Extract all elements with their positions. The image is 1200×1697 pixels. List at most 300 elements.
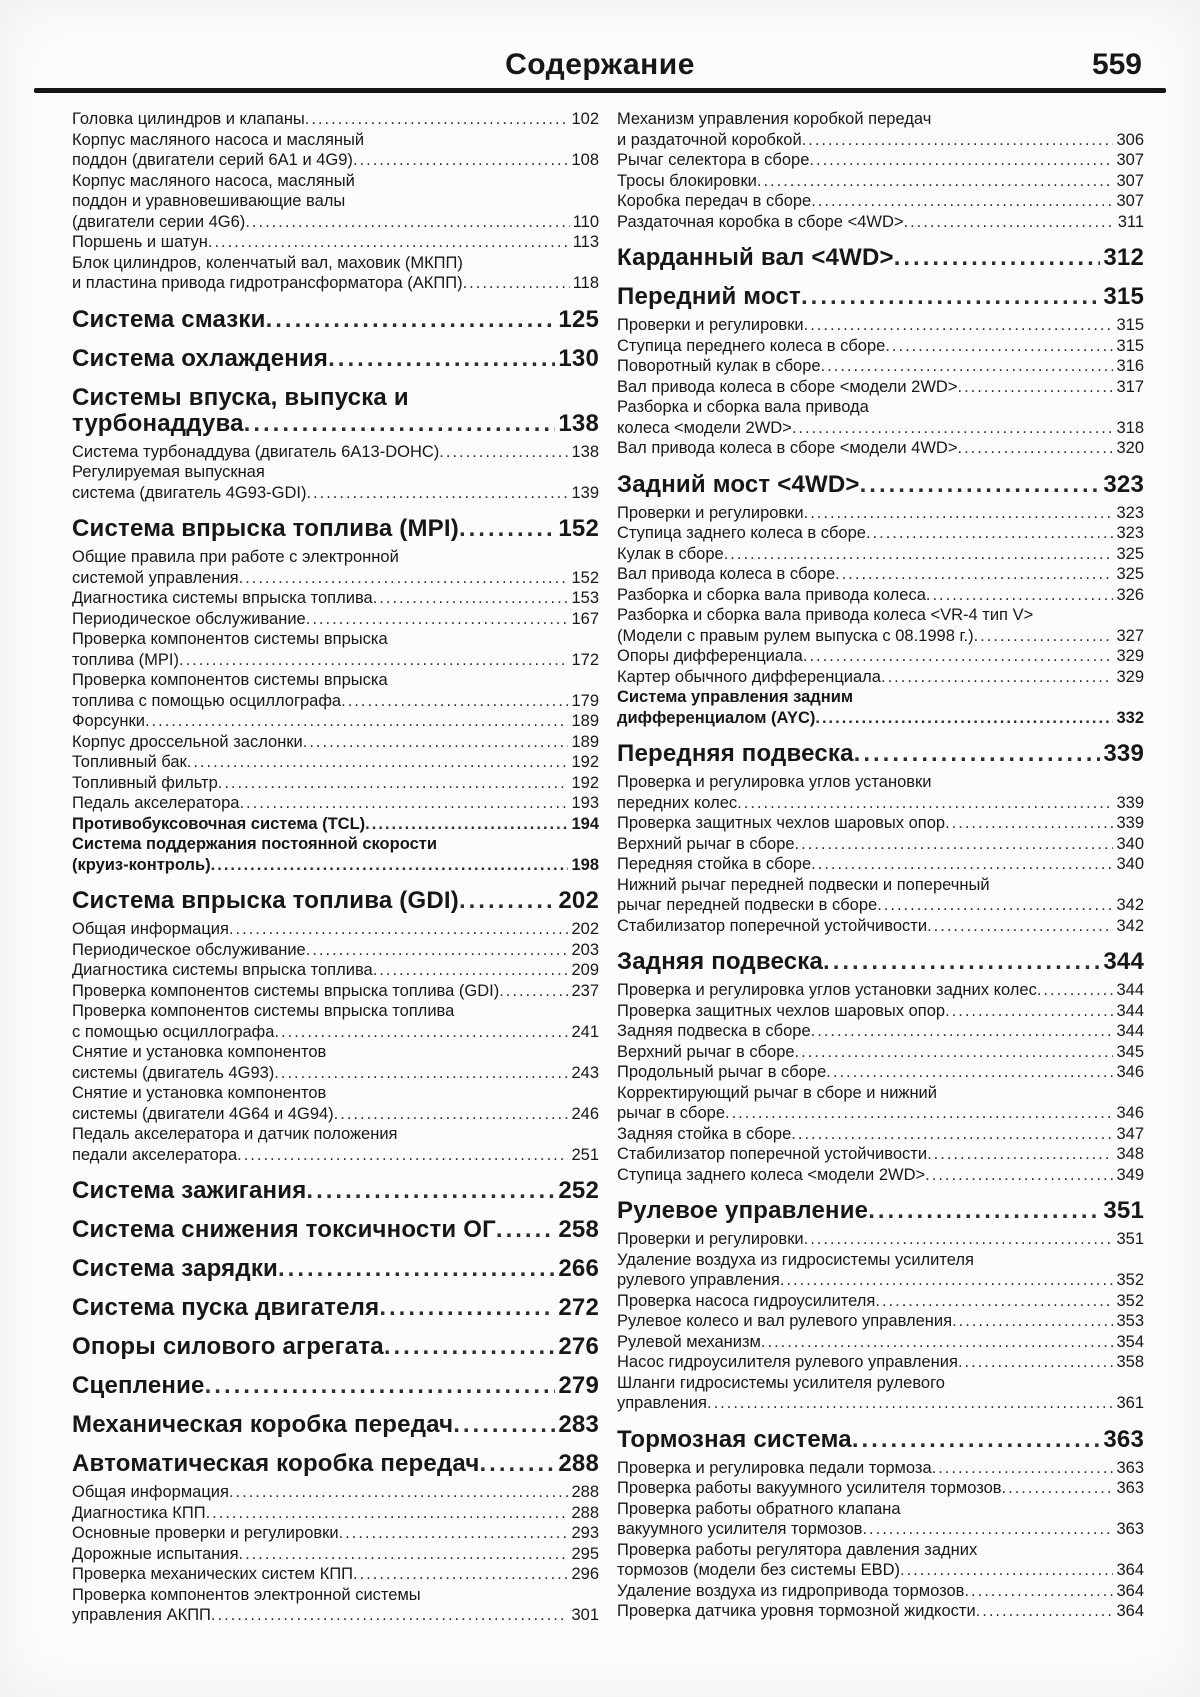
dot-leader — [952, 1311, 1113, 1332]
toc-entry — [72, 1178, 599, 1204]
toc-entry — [72, 1124, 599, 1165]
entry-title: Кулак в сборе — [617, 544, 724, 563]
dot-leader — [757, 171, 1114, 192]
dot-leader — [306, 609, 569, 630]
toc-entry — [72, 1412, 599, 1438]
dot-leader — [803, 646, 1114, 667]
toc-entry — [72, 888, 599, 914]
dot-leader — [179, 650, 568, 671]
dot-leader — [239, 793, 568, 814]
entry-page-number: 344 — [1116, 1022, 1144, 1040]
entry-page-number: 266 — [558, 1255, 599, 1282]
dot-leader — [791, 1124, 1113, 1145]
entry-page-number: 202 — [571, 920, 599, 938]
dot-leader — [860, 472, 1101, 498]
entry-page-number: 288 — [558, 1450, 599, 1477]
toc-entry — [72, 1523, 599, 1544]
toc-entry — [72, 547, 599, 588]
dot-leader — [373, 960, 569, 981]
entry-page-number: 110 — [572, 212, 599, 231]
entry-page-number: 293 — [571, 1524, 599, 1542]
entry-title: Периодическое обслуживание — [72, 940, 306, 959]
entry-title: Система турбонаддува (двигатель 6А13-DOHC) — [72, 442, 440, 461]
entry-title: поддон (двигатели серий 6А1 и 4G9) — [72, 151, 353, 169]
dot-leader — [894, 245, 1101, 271]
toc-entry — [617, 646, 1144, 667]
entry-title: тормозов (модели без системы EBD) — [617, 1561, 901, 1579]
entry-title: Поршень и шатун — [72, 233, 208, 251]
entry-page-number: 192 — [571, 773, 599, 792]
toc-entry — [617, 813, 1144, 834]
dot-leader — [328, 346, 555, 372]
toc-entry — [617, 472, 1144, 498]
toc-entry — [72, 232, 599, 253]
toc-entry — [617, 150, 1144, 171]
page-number: 559 — [1091, 48, 1142, 81]
entry-title: Задняя подвеска — [617, 948, 824, 975]
toc-entry — [72, 752, 599, 773]
toc-entry — [617, 667, 1144, 688]
dot-leader — [801, 284, 1100, 310]
entry-title: Проверка механических систем КПП — [72, 1565, 354, 1583]
entry-title: и раздаточной коробкой — [617, 130, 802, 149]
toc-entry — [72, 919, 599, 940]
entry-title: Стабилизатор поперечной устойчивости — [617, 1145, 928, 1163]
dot-leader — [976, 1601, 1114, 1622]
toc-entry — [617, 741, 1144, 767]
toc-entry — [617, 109, 1144, 150]
dot-leader — [353, 1564, 568, 1585]
entry-title: Система зажигания — [72, 1177, 307, 1204]
entry-title: Проверка работы вакуумного усилителя тормозов — [617, 1479, 1002, 1497]
entry-title: (двигатели серии 4G6) — [72, 212, 246, 231]
dot-leader — [239, 1544, 569, 1565]
dot-leader — [237, 1145, 568, 1166]
toc-entry — [617, 1581, 1144, 1602]
entry-title: Карданный вал <4WD> — [617, 244, 894, 271]
entry-page-number: 349 — [1116, 1165, 1144, 1184]
dot-leader — [187, 752, 569, 773]
entry-title: Система впрыска топлива (MPI) — [72, 515, 459, 542]
entry-title: Автоматическая коробка передач — [72, 1450, 480, 1477]
toc-entry — [72, 109, 599, 130]
toc-entry — [72, 1083, 599, 1124]
toc-entry — [72, 670, 599, 711]
dot-leader — [866, 523, 1114, 544]
toc-entry — [617, 1540, 1144, 1581]
dot-leader — [1002, 1478, 1114, 1499]
entry-page-number: 276 — [558, 1333, 599, 1360]
dot-leader — [927, 1144, 1113, 1165]
entry-title: Удаление воздуха из гидропривода тормозов — [617, 1581, 965, 1600]
entry-title: Проверка работы регулятора давления задних — [617, 1540, 978, 1559]
entry-title: управления АКПП — [72, 1606, 211, 1624]
entry-title: (круиз-контроль) — [72, 855, 211, 874]
entry-title: Проверка защитных чехлов шаровых опор — [617, 1001, 946, 1020]
toc-entry — [617, 1062, 1144, 1083]
entry-title: Опоры силового агрегата — [72, 1333, 384, 1360]
dot-leader — [239, 568, 569, 589]
entry-title: Вал привода колеса в сборе <модели 4WD> — [617, 439, 958, 457]
entry-title: Периодическое обслуживание — [72, 609, 306, 628]
entry-title: Топливный фильтр — [72, 773, 218, 792]
entry-title: Общая информация — [72, 920, 229, 938]
entry-title: Коробка передач в сборе — [617, 192, 812, 210]
entry-title: Проверка защитных чехлов шаровых опор — [617, 814, 946, 832]
entry-page-number: 288 — [571, 1483, 599, 1501]
entry-page-number: 318 — [1116, 418, 1144, 437]
entry-title: Продольный рычаг в сборе — [617, 1063, 827, 1081]
dot-leader — [852, 1427, 1101, 1453]
entry-title: Рулевое управление — [617, 1197, 869, 1224]
toc-entry — [617, 1042, 1144, 1063]
entry-title: Система зарядки — [72, 1255, 278, 1282]
entry-title: системы (двигатель 4G93) — [72, 1063, 275, 1082]
entry-page-number: 130 — [558, 344, 599, 372]
entry-title: Снятие и установка компонентов — [72, 1043, 327, 1061]
entry-page-number: 243 — [571, 1063, 599, 1082]
dot-leader — [499, 981, 568, 1002]
entry-title: Проверка компонентов системы впрыска — [72, 671, 388, 689]
entry-title: Нижний рычаг передней подвески и поперечный — [617, 875, 990, 894]
entry-title: педали акселератора — [72, 1145, 238, 1164]
entry-page-number: 339 — [1116, 814, 1144, 832]
toc-entry — [72, 960, 599, 981]
entry-page-number: 102 — [571, 110, 599, 128]
page-header — [0, 0, 1200, 88]
entry-title: Задняя стойка в сборе — [617, 1124, 792, 1143]
entry-title: Насос гидроусилителя рулевого управления — [617, 1353, 958, 1371]
toc-entry — [617, 171, 1144, 192]
toc-entry — [617, 916, 1144, 937]
toc-entry — [617, 1373, 1144, 1414]
entry-title: Система управления задним — [617, 688, 854, 706]
entry-page-number: 354 — [1116, 1332, 1144, 1351]
toc-entry — [617, 1165, 1144, 1186]
entry-title: Проверки и регулировки — [617, 1230, 804, 1248]
dot-leader — [725, 1103, 1113, 1124]
toc-entry — [72, 814, 599, 835]
dot-leader — [885, 336, 1113, 357]
entry-title: колеса <модели 2WD> — [617, 418, 792, 437]
entry-title: Тормозная система — [617, 1425, 852, 1453]
entry-page-number: 327 — [1116, 626, 1144, 645]
dot-leader — [496, 1217, 555, 1243]
toc-entry — [72, 793, 599, 814]
toc-entry — [617, 1332, 1144, 1353]
toc-entry — [617, 834, 1144, 855]
entry-title: Система пуска двигателя — [72, 1294, 380, 1321]
entry-page-number: 153 — [571, 589, 599, 607]
entry-title: Проверка и регулировка углов установки — [617, 773, 932, 791]
entry-title: Стабилизатор поперечной устойчивости — [617, 916, 928, 935]
dot-leader — [881, 667, 1113, 688]
dot-leader — [795, 1042, 1114, 1063]
dot-leader — [945, 1001, 1113, 1022]
entry-title: Верхний рычаг в сборе — [617, 1042, 795, 1061]
entry-title: Общие правила при работе с электронной — [72, 548, 399, 566]
dot-leader — [854, 741, 1101, 767]
dot-leader — [274, 1022, 568, 1043]
entry-page-number: 323 — [1103, 470, 1144, 498]
entry-title: Система поддержания постоянной скорости — [72, 835, 437, 853]
entry-title: Общая информация — [72, 1483, 229, 1501]
toc-entry — [72, 1373, 599, 1399]
toc-entry — [617, 503, 1144, 524]
entry-page-number: 193 — [571, 794, 599, 812]
dot-leader — [211, 1605, 569, 1626]
toc-entry — [72, 1295, 599, 1321]
dot-leader — [925, 1165, 1113, 1186]
entry-title: Проверка насоса гидроусилителя — [617, 1291, 876, 1310]
entry-title: Разборка и сборка вала привода колеса — [617, 585, 926, 604]
entry-page-number: 361 — [1116, 1394, 1144, 1412]
entry-page-number: 358 — [1116, 1353, 1144, 1371]
entry-page-number: 352 — [1116, 1271, 1144, 1289]
entry-page-number: 344 — [1116, 1001, 1144, 1020]
toc-entry — [72, 773, 599, 794]
dot-leader — [208, 232, 570, 253]
entry-title: Система смазки — [72, 305, 266, 333]
dot-leader — [792, 418, 1114, 439]
toc-entry — [72, 1564, 599, 1585]
entry-page-number: 363 — [1103, 1425, 1144, 1453]
toc-entry — [72, 834, 599, 875]
toc-entry — [72, 940, 599, 961]
dot-leader — [479, 1451, 555, 1477]
dot-leader — [811, 854, 1113, 875]
toc-entry — [72, 609, 599, 630]
entry-page-number: 342 — [1116, 896, 1144, 914]
dot-leader — [306, 940, 569, 961]
toc-entry — [617, 523, 1144, 544]
toc-entry — [72, 1217, 599, 1243]
entry-title: Рычаг селектора в сборе — [617, 151, 810, 169]
entry-page-number: 108 — [571, 151, 599, 169]
entry-title: Разборка и сборка вала привода колеса <VR-4 тип V> — [617, 606, 1034, 624]
toc-entry — [617, 397, 1144, 438]
dot-leader — [877, 895, 1113, 916]
entry-page-number: 323 — [1116, 503, 1144, 522]
entry-title: Противобуксовочная система (TCL) — [72, 814, 366, 833]
entry-title: Верхний рычаг в сборе — [617, 834, 795, 853]
entry-title: Регулируемая выпускная — [72, 463, 265, 481]
entry-page-number: 364 — [1116, 1581, 1144, 1600]
toc-entry — [72, 1544, 599, 1565]
toc-entry — [72, 732, 599, 753]
entry-title: Корректирующий рычаг в сборе и нижний — [617, 1083, 937, 1102]
entry-title: Механизм управления коробкой передач — [617, 110, 932, 128]
entry-title: рычаг в сборе — [617, 1104, 725, 1122]
entry-title: Передний мост — [617, 283, 801, 310]
dot-leader — [835, 564, 1113, 585]
entry-page-number: 246 — [571, 1104, 599, 1123]
entry-title: Удаление воздуха из гидросистемы усилителя — [617, 1250, 974, 1269]
entry-page-number: 347 — [1116, 1124, 1144, 1143]
entry-title: турбонаддува — [72, 409, 244, 437]
dot-leader — [964, 1581, 1113, 1602]
entry-title: Рулевой механизм — [617, 1332, 761, 1351]
entry-title: управления — [617, 1394, 707, 1412]
dot-leader — [875, 1291, 1113, 1312]
entry-title: система (двигатель 4G93-GDI) — [72, 483, 307, 502]
entry-title: с помощью осциллографа — [72, 1022, 275, 1041]
entry-page-number: 312 — [1103, 244, 1144, 271]
toc-entry — [617, 605, 1144, 646]
entry-title: Диагностика системы впрыска топлива — [72, 589, 373, 607]
entry-title: Шланги гидросистемы усилителя рулевого — [617, 1373, 945, 1392]
toc-entry — [617, 1601, 1144, 1622]
entry-page-number: 325 — [1116, 544, 1144, 563]
toc-entry — [72, 1451, 599, 1477]
toc-entry — [617, 336, 1144, 357]
entry-title: Диагностика системы впрыска топлива — [72, 961, 373, 979]
entry-title: Проверка компонентов системы впрыска — [72, 630, 388, 648]
dot-leader — [904, 212, 1115, 233]
entry-title: Ступица заднего колеса <модели 2WD> — [617, 1165, 926, 1184]
entry-page-number: 301 — [571, 1606, 599, 1624]
toc-entry — [72, 385, 599, 437]
entry-page-number: 326 — [1116, 585, 1144, 604]
entry-page-number: 339 — [1116, 793, 1144, 812]
entry-page-number: 329 — [1116, 647, 1144, 665]
entry-title: Диагностика КПП — [72, 1503, 206, 1522]
entry-page-number: 348 — [1116, 1145, 1144, 1163]
entry-page-number: 202 — [558, 887, 599, 914]
dot-leader — [453, 1412, 555, 1438]
dot-leader — [353, 150, 569, 171]
toc-entry — [617, 1311, 1144, 1332]
dot-leader — [379, 1295, 555, 1321]
dot-leader — [957, 377, 1113, 398]
toc-entry — [617, 875, 1144, 916]
entry-page-number: 363 — [1116, 1520, 1144, 1538]
toc-entry — [72, 588, 599, 609]
dot-leader — [900, 1560, 1113, 1581]
entry-page-number: 203 — [571, 940, 599, 959]
entry-title: Проверка работы обратного клапана — [617, 1499, 901, 1518]
entry-page-number: 329 — [1116, 667, 1144, 686]
entry-page-number: 252 — [558, 1177, 599, 1204]
entry-page-number: 152 — [571, 568, 599, 587]
dot-leader — [804, 1229, 1114, 1250]
entry-title: Картер обычного дифференциала — [617, 667, 881, 686]
dot-leader — [932, 1458, 1114, 1479]
entry-title: Ступица переднего колеса в сборе — [617, 336, 886, 355]
toc-entry — [72, 171, 599, 233]
dot-leader — [266, 307, 556, 333]
dot-leader — [373, 588, 569, 609]
entry-page-number: 351 — [1103, 1197, 1144, 1224]
entry-title: Механическая коробка передач — [72, 1411, 454, 1438]
dot-leader — [278, 1256, 555, 1282]
dot-leader — [439, 442, 568, 463]
entry-page-number: 283 — [558, 1411, 599, 1438]
entry-page-number: 315 — [1103, 283, 1144, 310]
dot-leader — [804, 315, 1114, 336]
entry-page-number: 167 — [571, 609, 599, 628]
toc-entry — [617, 191, 1144, 212]
toc-entry — [617, 1458, 1144, 1479]
entry-page-number: 118 — [572, 274, 599, 292]
dot-leader — [459, 888, 555, 914]
toc-entry — [72, 1503, 599, 1524]
entry-page-number: 363 — [1116, 1458, 1144, 1477]
entry-page-number: 138 — [571, 442, 599, 461]
toc-entry — [617, 772, 1144, 813]
entry-page-number: 340 — [1116, 834, 1144, 853]
dot-leader — [229, 919, 569, 940]
toc-entry — [72, 711, 599, 732]
toc-entry — [72, 1256, 599, 1282]
entry-page-number: 258 — [558, 1216, 599, 1243]
entry-page-number: 352 — [1116, 1291, 1144, 1310]
entry-title: Система охлаждения — [72, 344, 329, 372]
entry-title: Снятие и установка компонентов — [72, 1084, 327, 1102]
toc-entry — [617, 1124, 1144, 1145]
entry-page-number: 363 — [1116, 1479, 1144, 1497]
toc-entry — [617, 212, 1144, 233]
dot-leader — [274, 1063, 568, 1084]
entry-title: Проверка и регулировка углов установки задних колес — [617, 981, 1037, 999]
toc-entry — [617, 949, 1144, 975]
entry-page-number: 306 — [1116, 130, 1144, 149]
dot-leader — [1037, 980, 1114, 1001]
entry-page-number: 311 — [1117, 212, 1144, 231]
dot-leader — [206, 1503, 569, 1524]
toc-entry — [617, 1001, 1144, 1022]
toc-entry — [617, 564, 1144, 585]
toc-entry — [617, 1499, 1144, 1540]
dot-leader — [459, 516, 555, 542]
entry-title: Ступица заднего колеса в сборе — [617, 524, 866, 542]
entry-page-number: 315 — [1116, 316, 1144, 334]
entry-page-number: 339 — [1103, 740, 1144, 767]
entry-page-number: 251 — [571, 1145, 599, 1164]
entry-title: Сцепление — [72, 1372, 205, 1399]
dot-leader — [229, 1482, 569, 1503]
entry-page-number: 315 — [1116, 336, 1144, 355]
entry-page-number: 179 — [571, 691, 599, 710]
toc-entry — [72, 1482, 599, 1503]
entry-title: рычаг передней подвески в сборе — [617, 896, 878, 914]
toc-entry — [617, 1352, 1144, 1373]
entry-title: Основные проверки и регулировки — [72, 1524, 339, 1542]
entry-title: системой управления — [72, 568, 239, 587]
toc-entry — [617, 585, 1144, 606]
entry-title: Проверки и регулировки — [617, 316, 804, 334]
entry-page-number: 295 — [571, 1544, 599, 1563]
entry-title: Топливный бак — [72, 753, 187, 771]
entry-page-number: 344 — [1116, 981, 1144, 999]
dot-leader — [305, 109, 569, 130]
toc-entry — [72, 1334, 599, 1360]
entry-title: Поворотный кулак в сборе — [617, 357, 821, 375]
entry-page-number: 279 — [558, 1372, 599, 1399]
dot-leader — [306, 483, 568, 504]
entry-title: системы (двигатели 4G64 и 4G94) — [72, 1104, 334, 1123]
dot-leader — [303, 732, 569, 753]
dot-leader — [761, 1332, 1114, 1353]
entry-page-number: 345 — [1116, 1042, 1144, 1061]
entry-title: Задний мост <4WD> — [617, 470, 860, 498]
entry-title: и пластина привода гидротрансформатора (АКПП) — [72, 274, 463, 292]
dot-leader — [809, 150, 1113, 171]
dot-leader — [945, 813, 1113, 834]
entry-title: Корпус дроссельной заслонки — [72, 732, 303, 751]
table-of-contents — [0, 93, 1200, 1626]
toc-column-left — [72, 109, 599, 1626]
